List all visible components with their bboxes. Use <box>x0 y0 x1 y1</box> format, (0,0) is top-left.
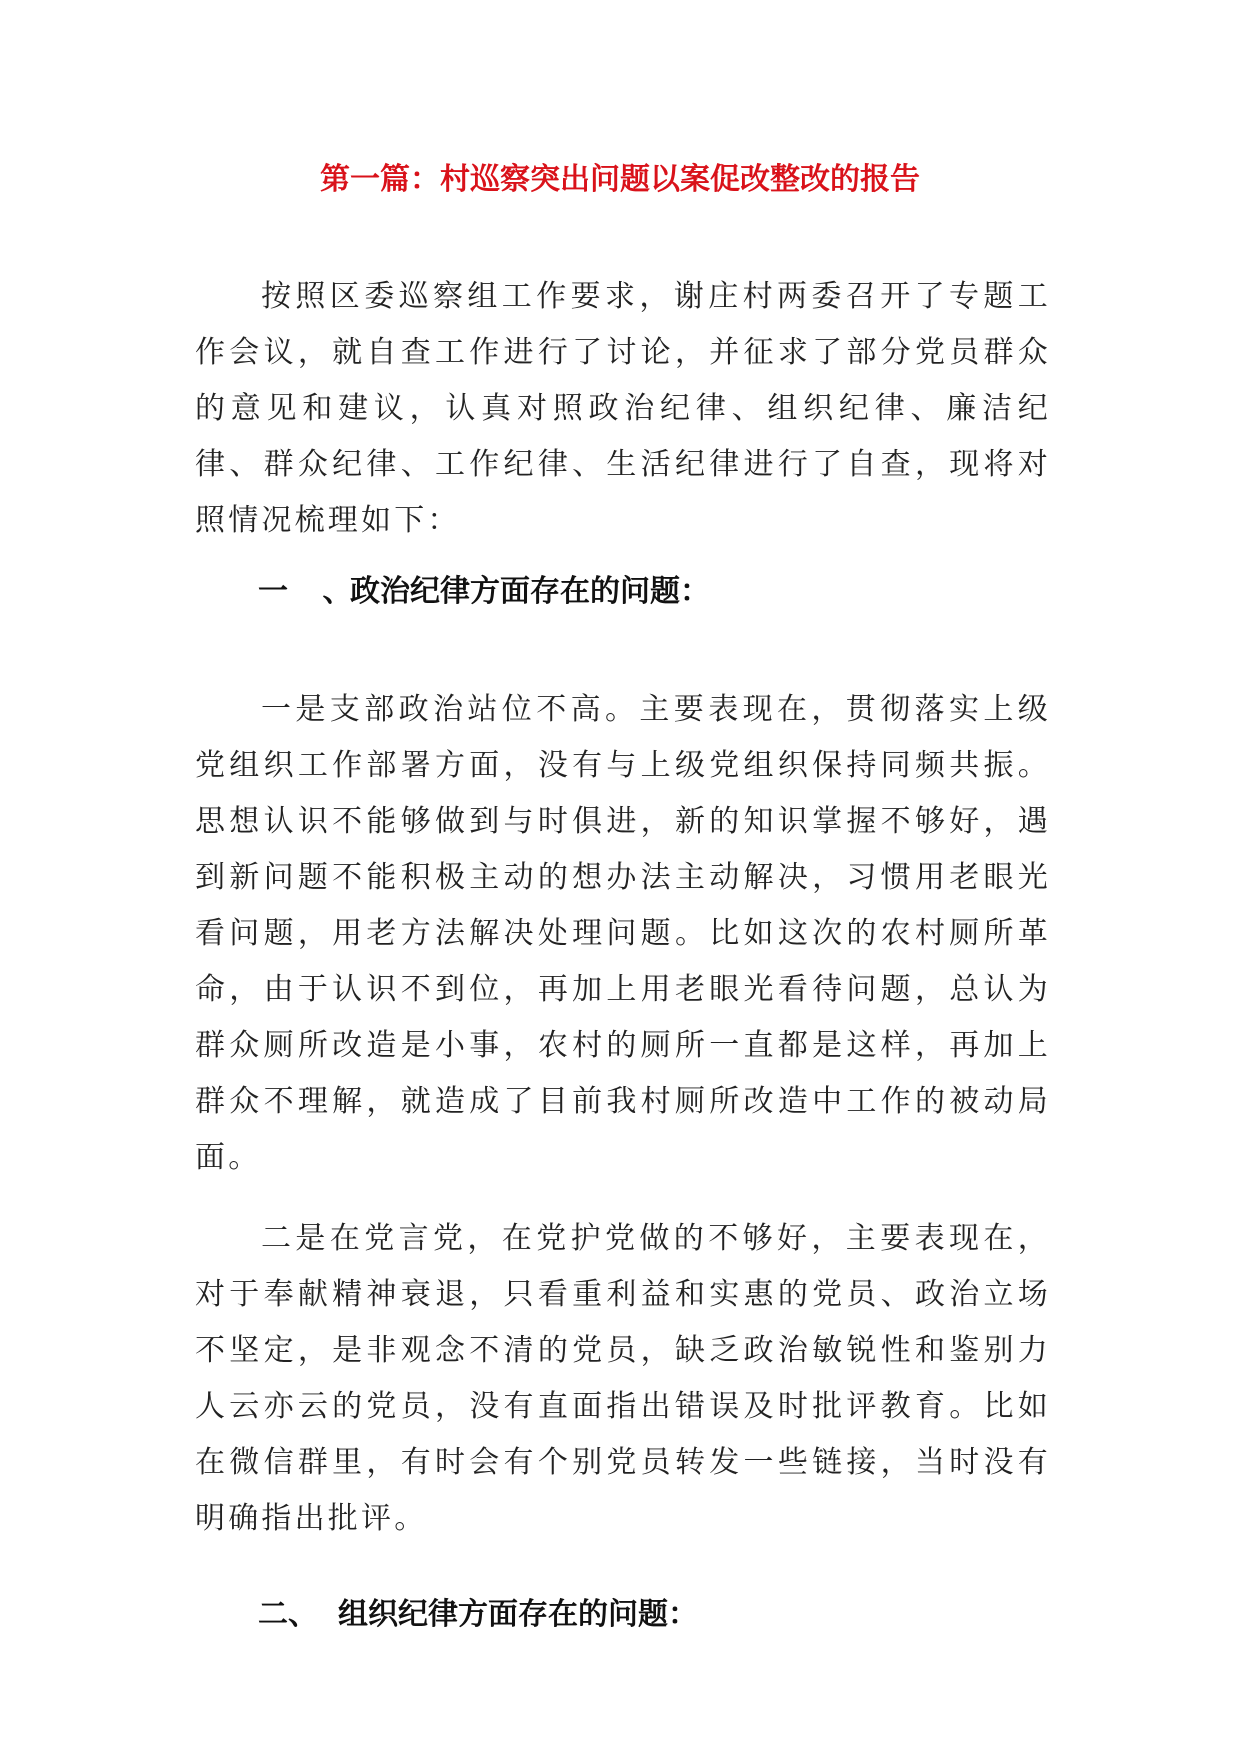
section-heading-organizational <box>258 1595 698 1635</box>
section-heading-text: 政治纪律方面存在的问题： <box>350 574 710 609</box>
section-heading-political <box>258 572 710 612</box>
section-number: 一 、 <box>258 574 365 609</box>
document-title: 第一篇：村巡察突出问题以案促改整改的报告 <box>320 162 920 197</box>
intro-paragraph: 按照区委巡察组工作要求，谢庄村两委召开了专题工作会议，就自查工作进行了讨论，并征求了部分党员群众的意见和建议，认真对照政治纪律、组织纪律、廉洁纪律、群众纪律、工作纪律、生活纪律进行了自查，现将对照情况梳理如下： <box>195 279 1051 538</box>
section-heading-text: 组织纪律方面存在的问题： <box>338 1597 698 1632</box>
body-paragraph: 二是在党言党，在党护党做的不够好，主要表现在，对于奉献精神衰退，只看重利益和实惠的党员、政治立场不坚定，是非观念不清的党员，缺乏政治敏锐性和鉴别力人云亦云的党员，没有直面指出错误及时批评教育。比如在微信群里，有时会有个别党员转发一些链接，当时没有明确指出批评。 <box>195 1221 1051 1536</box>
body-paragraph: 一是支部政治站位不高。主要表现在，贯彻落实上级党组织工作部署方面，没有与上级党组织保持同频共振。思想认识不能够做到与时俱进，新的知识掌握不够好，遇到新问题不能积极主动的想办法主动解决，习惯用老眼光看问题，用老方法解决处理问题。比如这次的农村厕所革命，由于认识不到位，再加上用老眼光看待问题，总认为群众厕所改造是小事，农村的厕所一直都是这样，再加上群众不理解，就造成了目前我村厕所改造中工作的被动局面。 <box>195 692 1051 1175</box>
section-number: 二、 <box>258 1597 318 1632</box>
